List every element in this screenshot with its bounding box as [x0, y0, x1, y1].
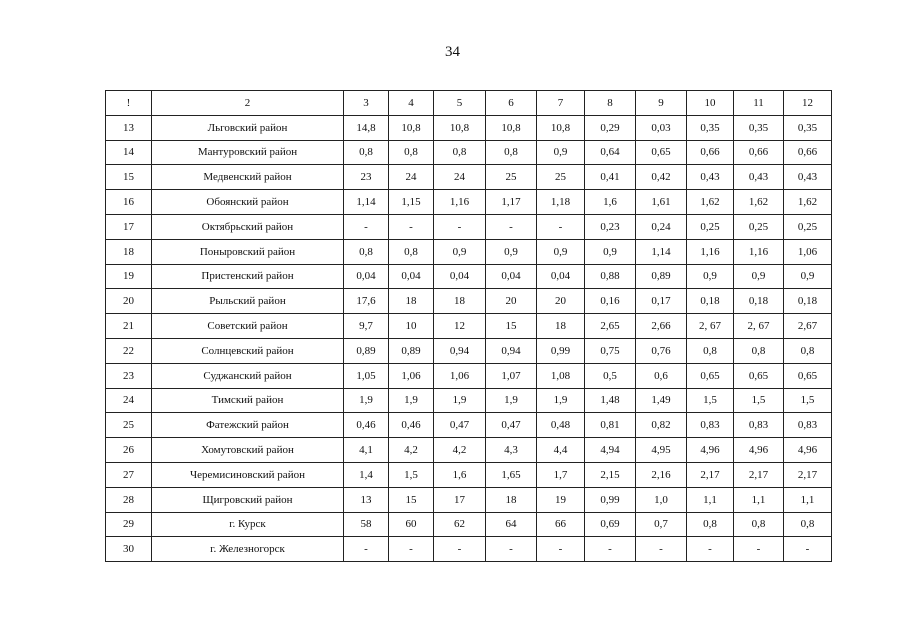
table-cell: 0,48	[537, 413, 585, 438]
column-header: 11	[734, 91, 784, 116]
table-cell: 2,67	[784, 314, 832, 339]
table-cell: 0,65	[687, 363, 734, 388]
row-number-cell: 26	[106, 438, 152, 463]
table-cell: 0,81	[585, 413, 636, 438]
table-cell: 1,17	[486, 190, 537, 215]
table-cell: 0,35	[734, 115, 784, 140]
table-cell: 17	[434, 487, 486, 512]
table-cell: 1,7	[537, 462, 585, 487]
table-cell: -	[434, 214, 486, 239]
column-header: 3	[344, 91, 389, 116]
table-cell: 0,23	[585, 214, 636, 239]
table-cell: 0,04	[389, 264, 434, 289]
table-cell: 0,9	[537, 140, 585, 165]
table-cell: 1,61	[636, 190, 687, 215]
table-cell: -	[486, 537, 537, 562]
table-cell: 1,5	[389, 462, 434, 487]
table-cell: 0,76	[636, 338, 687, 363]
table-row	[106, 140, 832, 165]
table-cell: 1,14	[344, 190, 389, 215]
table-cell: 0,75	[585, 338, 636, 363]
table-cell: 0,83	[687, 413, 734, 438]
table-cell: 0,6	[636, 363, 687, 388]
table-cell: 15	[389, 487, 434, 512]
table-cell: 4,2	[389, 438, 434, 463]
table-cell: 1,06	[434, 363, 486, 388]
row-number-cell: 24	[106, 388, 152, 413]
table-cell: 0,41	[585, 165, 636, 190]
table-cell: 0,03	[636, 115, 687, 140]
data-table	[105, 90, 832, 562]
district-name-cell: Хомутовский район	[152, 438, 344, 463]
table-cell: 0,8	[344, 239, 389, 264]
table-cell: 13	[344, 487, 389, 512]
row-number-cell: 20	[106, 289, 152, 314]
table-cell: 1,0	[636, 487, 687, 512]
table-cell: 0,9	[486, 239, 537, 264]
row-number-cell: 28	[106, 487, 152, 512]
table-cell: 4,3	[486, 438, 537, 463]
table-cell: 1,06	[389, 363, 434, 388]
district-name-cell: Тимский район	[152, 388, 344, 413]
district-name-cell: Щигровский район	[152, 487, 344, 512]
table-cell: 1,14	[636, 239, 687, 264]
table-cell: 1,49	[636, 388, 687, 413]
column-header: 4	[389, 91, 434, 116]
district-name-cell: Черемисиновский район	[152, 462, 344, 487]
table-cell: -	[486, 214, 537, 239]
table-cell: 0,8	[687, 338, 734, 363]
table-cell: 0,17	[636, 289, 687, 314]
table-cell: 60	[389, 512, 434, 537]
row-number-cell: 18	[106, 239, 152, 264]
table-cell: 12	[434, 314, 486, 339]
table-cell: 0,8	[687, 512, 734, 537]
table-cell: 15	[486, 314, 537, 339]
table-cell: 2,17	[687, 462, 734, 487]
district-name-cell: Рыльский район	[152, 289, 344, 314]
column-header: 8	[585, 91, 636, 116]
row-number-cell: 27	[106, 462, 152, 487]
table-cell: 18	[434, 289, 486, 314]
table-row	[106, 487, 832, 512]
table-cell: 0,89	[636, 264, 687, 289]
table-cell: 1,1	[784, 487, 832, 512]
row-number-cell: 22	[106, 338, 152, 363]
table-cell: -	[734, 537, 784, 562]
table-cell: 0,43	[784, 165, 832, 190]
table-cell: 0,83	[784, 413, 832, 438]
table-row	[106, 214, 832, 239]
table-cell: 0,7	[636, 512, 687, 537]
table-cell: 1,18	[537, 190, 585, 215]
table-cell: -	[687, 537, 734, 562]
table-row	[106, 462, 832, 487]
table-cell: 0,94	[486, 338, 537, 363]
table-cell: 1,07	[486, 363, 537, 388]
page-number: 34	[445, 44, 460, 60]
column-header: 9	[636, 91, 687, 116]
table-cell: 1,6	[434, 462, 486, 487]
table-body	[106, 91, 832, 562]
table-cell: 1,9	[344, 388, 389, 413]
table-cell: 0,64	[585, 140, 636, 165]
column-header: 7	[537, 91, 585, 116]
table-cell: 0,18	[784, 289, 832, 314]
district-name-cell: Пристенский район	[152, 264, 344, 289]
table-cell: 14,8	[344, 115, 389, 140]
table-cell: 0,18	[687, 289, 734, 314]
table-cell: 20	[537, 289, 585, 314]
table-cell: 1,62	[687, 190, 734, 215]
table-cell: 64	[486, 512, 537, 537]
table-cell: -	[389, 537, 434, 562]
table-cell: 10	[389, 314, 434, 339]
table-cell: 0,8	[486, 140, 537, 165]
table-cell: 0,04	[486, 264, 537, 289]
table-row	[106, 363, 832, 388]
table-cell: 2,15	[585, 462, 636, 487]
column-header: !	[106, 91, 152, 116]
table-cell: 10,8	[486, 115, 537, 140]
table-row	[106, 165, 832, 190]
row-number-cell: 29	[106, 512, 152, 537]
table-cell: 0,8	[344, 140, 389, 165]
table-cell: 0,04	[344, 264, 389, 289]
row-number-cell: 30	[106, 537, 152, 562]
column-header: 6	[486, 91, 537, 116]
table-cell: 1,5	[687, 388, 734, 413]
table-cell: 0,18	[734, 289, 784, 314]
table-cell: 1,5	[734, 388, 784, 413]
table-cell: 0,66	[784, 140, 832, 165]
table-cell: 0,04	[434, 264, 486, 289]
district-name-cell: Мантуровский район	[152, 140, 344, 165]
table-cell: 0,43	[687, 165, 734, 190]
table-cell: -	[585, 537, 636, 562]
column-header: 10	[687, 91, 734, 116]
table-cell: 0,65	[734, 363, 784, 388]
table-cell: 0,8	[389, 140, 434, 165]
table-cell: 19	[537, 487, 585, 512]
table-row	[106, 115, 832, 140]
row-number-cell: 17	[106, 214, 152, 239]
table-cell: 0,5	[585, 363, 636, 388]
table-cell: 0,25	[687, 214, 734, 239]
table-cell: 20	[486, 289, 537, 314]
district-name-cell: Фатежский район	[152, 413, 344, 438]
table-cell: 1,62	[784, 190, 832, 215]
table-cell: 62	[434, 512, 486, 537]
table-cell: 0,94	[434, 338, 486, 363]
table-cell: 0,8	[784, 338, 832, 363]
table-cell: 0,24	[636, 214, 687, 239]
row-number-cell: 21	[106, 314, 152, 339]
table-cell: 1,48	[585, 388, 636, 413]
table-cell: 4,1	[344, 438, 389, 463]
column-header: 5	[434, 91, 486, 116]
table-cell: 10,8	[389, 115, 434, 140]
table-cell: 0,66	[734, 140, 784, 165]
table-cell: 2,17	[784, 462, 832, 487]
table-cell: 2,66	[636, 314, 687, 339]
table-cell: -	[537, 537, 585, 562]
table-cell: 1,1	[734, 487, 784, 512]
table-cell: 24	[389, 165, 434, 190]
table-cell: 0,04	[537, 264, 585, 289]
row-number-cell: 23	[106, 363, 152, 388]
table-cell: 23	[344, 165, 389, 190]
table-cell: 1,1	[687, 487, 734, 512]
table-cell: 1,4	[344, 462, 389, 487]
table-cell: 1,16	[734, 239, 784, 264]
table-cell: 1,08	[537, 363, 585, 388]
table-row	[106, 338, 832, 363]
table-cell: 0,9	[784, 264, 832, 289]
table-cell: 1,16	[687, 239, 734, 264]
table-row	[106, 438, 832, 463]
district-name-cell: Советский район	[152, 314, 344, 339]
table-cell: -	[784, 537, 832, 562]
table-cell: -	[389, 214, 434, 239]
table-cell: 4,94	[585, 438, 636, 463]
table-cell: 1,9	[537, 388, 585, 413]
district-name-cell: Обоянский район	[152, 190, 344, 215]
table-cell: 17,6	[344, 289, 389, 314]
table-cell: 18	[389, 289, 434, 314]
table-cell: 18	[537, 314, 585, 339]
table-cell: 0,9	[734, 264, 784, 289]
table-cell: 2,65	[585, 314, 636, 339]
table-cell: 0,46	[344, 413, 389, 438]
row-number-cell: 15	[106, 165, 152, 190]
table-cell: 1,65	[486, 462, 537, 487]
table-cell: 4,96	[687, 438, 734, 463]
table-row	[106, 314, 832, 339]
table-cell: 4,96	[734, 438, 784, 463]
table-cell: 4,2	[434, 438, 486, 463]
table-cell: 0,47	[434, 413, 486, 438]
row-number-cell: 19	[106, 264, 152, 289]
table-cell: 66	[537, 512, 585, 537]
table-cell: -	[537, 214, 585, 239]
table-cell: 10,8	[434, 115, 486, 140]
table-cell: 0,35	[784, 115, 832, 140]
table-cell: 0,9	[434, 239, 486, 264]
district-name-cell: Солнцевский район	[152, 338, 344, 363]
table-cell: 1,9	[389, 388, 434, 413]
table-cell: 0,83	[734, 413, 784, 438]
table-cell: 10,8	[537, 115, 585, 140]
table-row	[106, 239, 832, 264]
table-cell: 0,9	[687, 264, 734, 289]
table-row	[106, 264, 832, 289]
table-cell: 0,8	[389, 239, 434, 264]
table-cell: 1,05	[344, 363, 389, 388]
table-cell: 0,46	[389, 413, 434, 438]
district-name-cell: Медвенский район	[152, 165, 344, 190]
table-cell: 4,95	[636, 438, 687, 463]
table-cell: 1,16	[434, 190, 486, 215]
table-row	[106, 190, 832, 215]
table-cell: 0,9	[585, 239, 636, 264]
district-name-cell: г. Курск	[152, 512, 344, 537]
table-cell: 0,99	[537, 338, 585, 363]
table-cell: 4,4	[537, 438, 585, 463]
table-cell: 1,9	[486, 388, 537, 413]
table-cell: 25	[486, 165, 537, 190]
table-cell: 0,29	[585, 115, 636, 140]
row-number-cell: 25	[106, 413, 152, 438]
table-cell: 25	[537, 165, 585, 190]
table-row	[106, 413, 832, 438]
table-cell: 0,35	[687, 115, 734, 140]
district-name-cell: Поныровский район	[152, 239, 344, 264]
district-name-cell: г. Железногорск	[152, 537, 344, 562]
table-cell: -	[636, 537, 687, 562]
table-cell: 1,5	[784, 388, 832, 413]
table-cell: 0,8	[734, 512, 784, 537]
table-cell: 1,62	[734, 190, 784, 215]
table-cell: 4,96	[784, 438, 832, 463]
table-cell: -	[344, 537, 389, 562]
table-cell: 0,8	[784, 512, 832, 537]
table-cell: 0,25	[784, 214, 832, 239]
district-name-cell: Льговский район	[152, 115, 344, 140]
table-cell: 0,82	[636, 413, 687, 438]
table-row	[106, 512, 832, 537]
table-cell: -	[434, 537, 486, 562]
row-number-cell: 13	[106, 115, 152, 140]
table-cell: 0,43	[734, 165, 784, 190]
table-cell: 1,15	[389, 190, 434, 215]
table-cell: 0,65	[636, 140, 687, 165]
table-cell: 0,65	[784, 363, 832, 388]
table-cell: 18	[486, 487, 537, 512]
table-cell: 2, 67	[687, 314, 734, 339]
table-cell: 1,9	[434, 388, 486, 413]
table-cell: 0,9	[537, 239, 585, 264]
column-header: 2	[152, 91, 344, 116]
table-cell: 0,47	[486, 413, 537, 438]
table-cell: 0,89	[389, 338, 434, 363]
table-cell: 0,89	[344, 338, 389, 363]
table-row	[106, 289, 832, 314]
district-name-cell: Суджанский район	[152, 363, 344, 388]
table-cell: 0,69	[585, 512, 636, 537]
row-number-cell: 14	[106, 140, 152, 165]
table-cell: 0,25	[734, 214, 784, 239]
table-cell: 58	[344, 512, 389, 537]
table-cell: 9,7	[344, 314, 389, 339]
table-cell: -	[344, 214, 389, 239]
table-row	[106, 537, 832, 562]
row-number-cell: 16	[106, 190, 152, 215]
table-cell: 0,99	[585, 487, 636, 512]
table-cell: 2,17	[734, 462, 784, 487]
table-cell: 1,06	[784, 239, 832, 264]
district-name-cell: Октябрьский район	[152, 214, 344, 239]
table-cell: 0,8	[734, 338, 784, 363]
table-cell: 2,16	[636, 462, 687, 487]
table-cell: 0,66	[687, 140, 734, 165]
table-cell: 24	[434, 165, 486, 190]
table-cell: 2, 67	[734, 314, 784, 339]
table-cell: 0,42	[636, 165, 687, 190]
table-header-row	[106, 91, 832, 116]
column-header: 12	[784, 91, 832, 116]
table-cell: 0,16	[585, 289, 636, 314]
table-cell: 0,8	[434, 140, 486, 165]
table-cell: 0,88	[585, 264, 636, 289]
table-row	[106, 388, 832, 413]
table-cell: 1,6	[585, 190, 636, 215]
